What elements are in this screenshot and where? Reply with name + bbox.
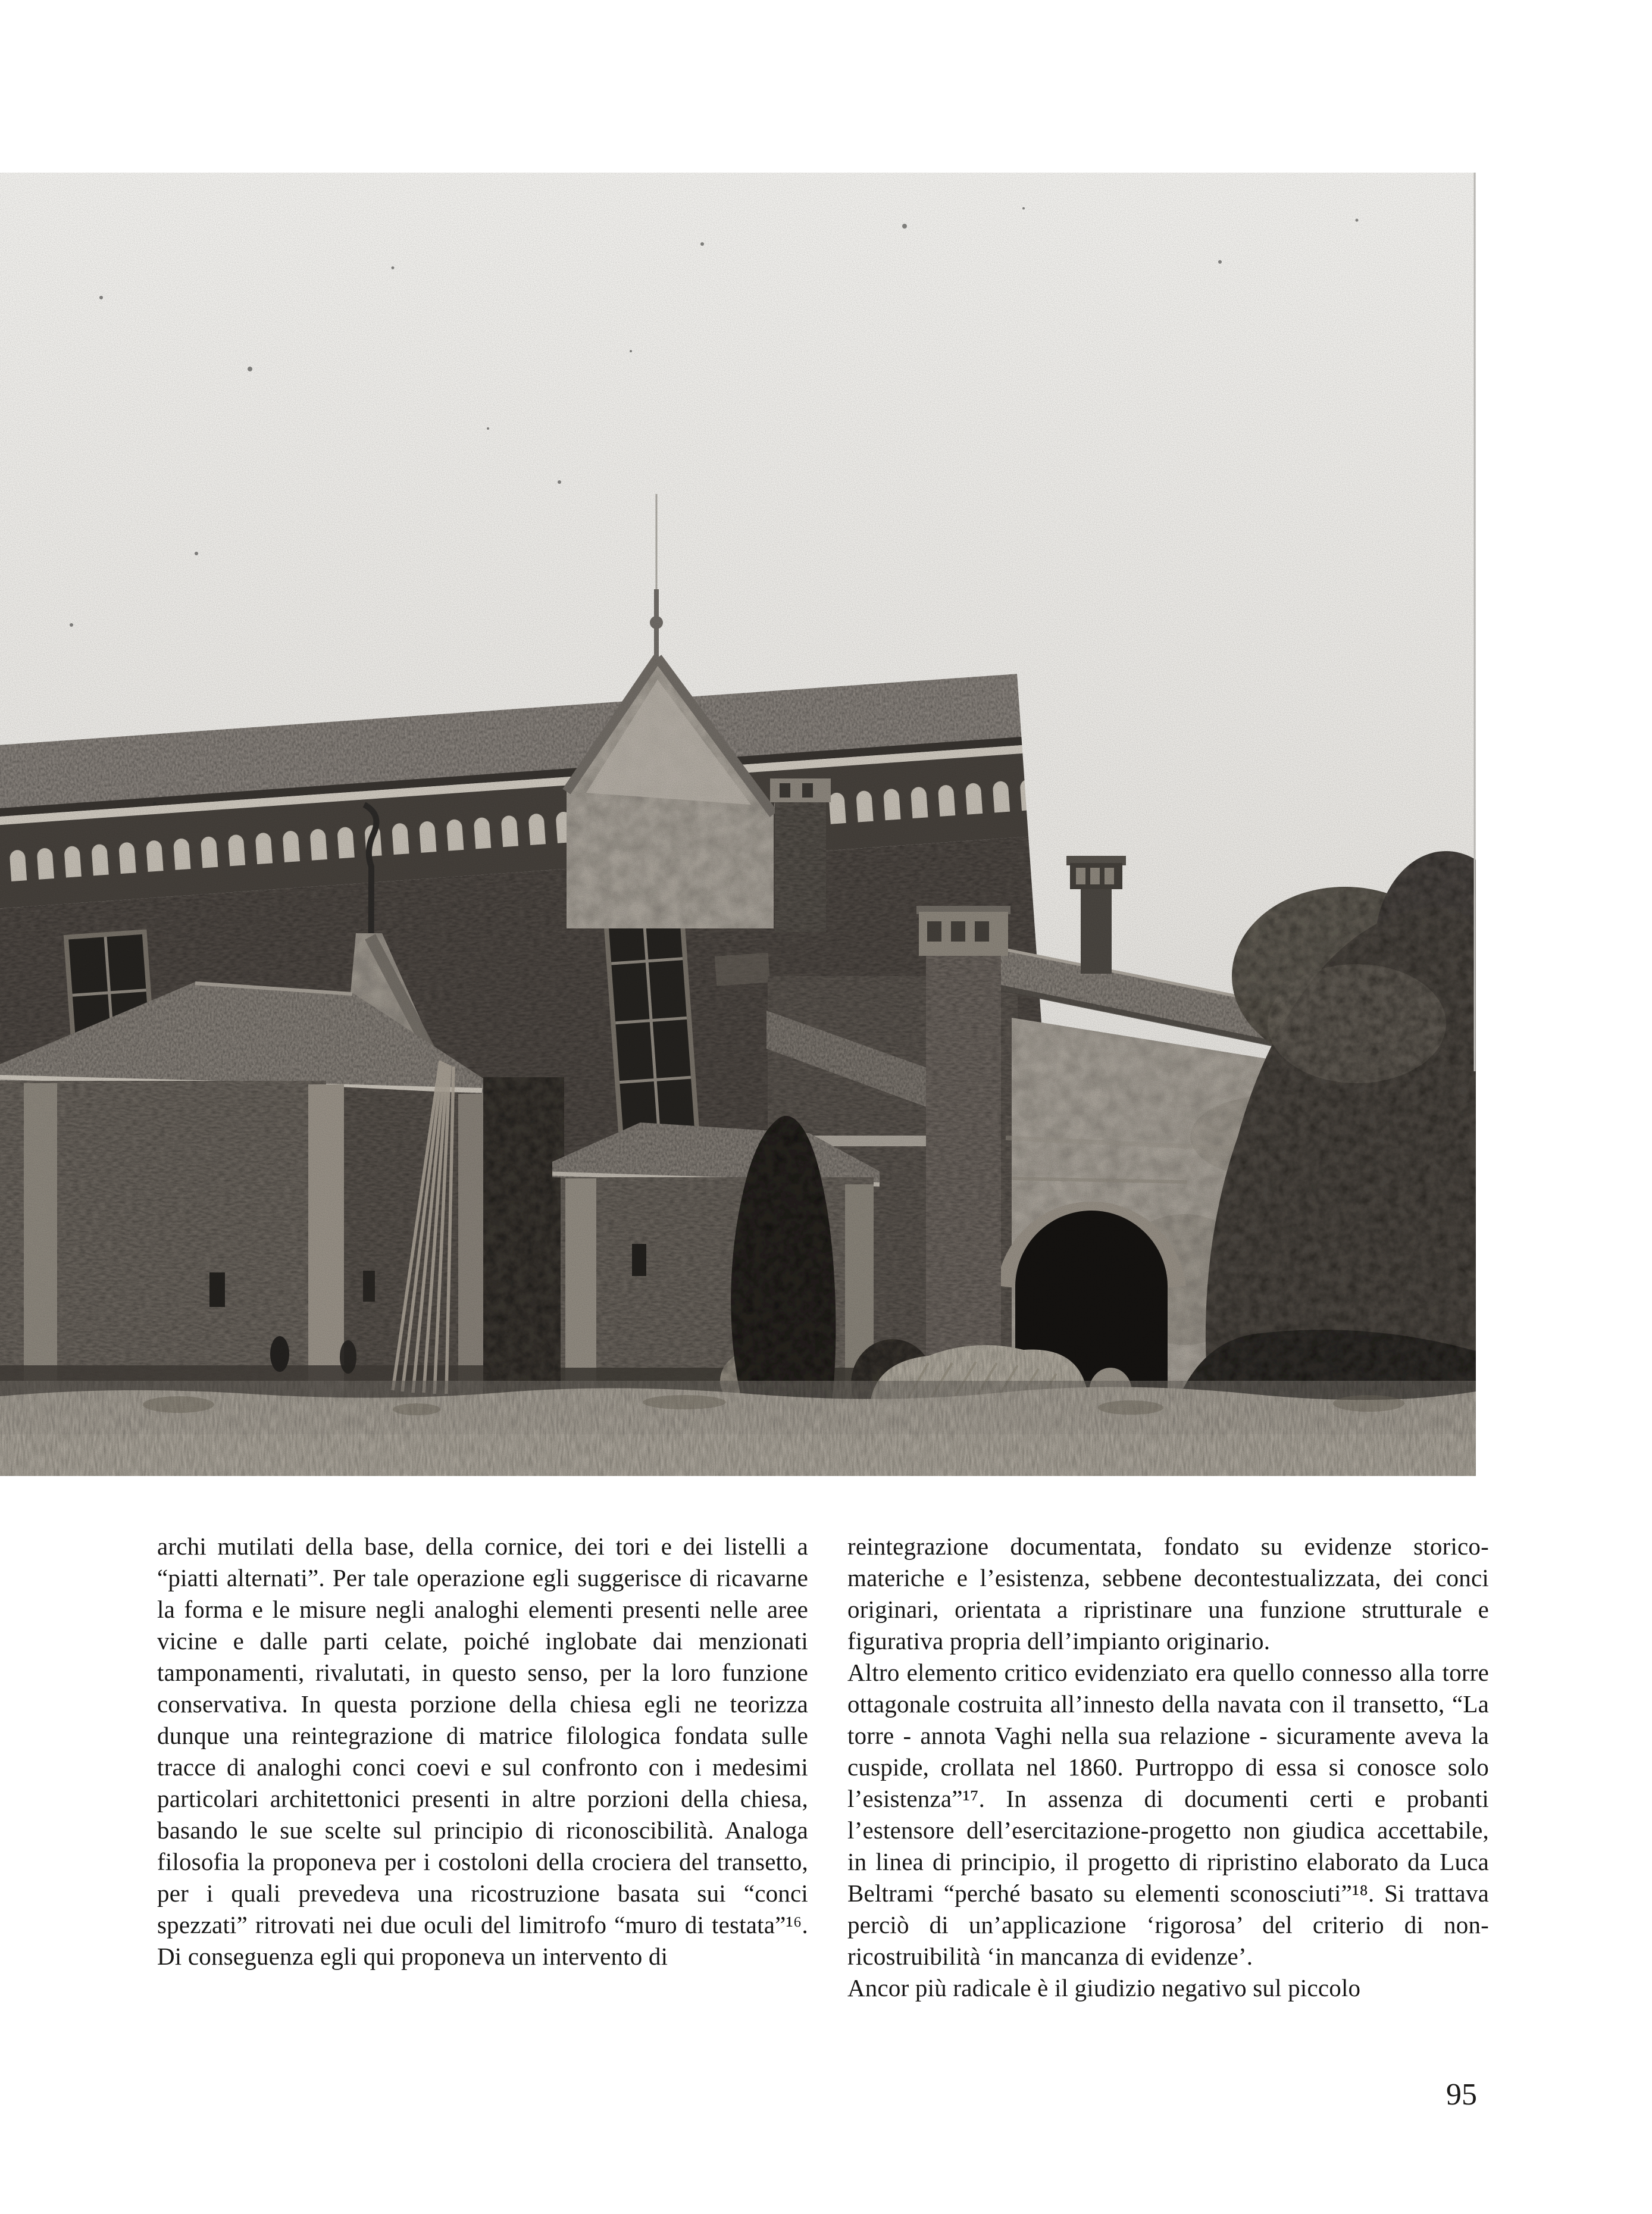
paragraph: archi mutilati della base, della cornice, dei tori e dei listelli a “piatti alternati”. Per tale operazione egli suggerisce di ricavarne la forma e le misure negli analoghi elementi presenti nelle aree vicine e dalle parti celate, poiché inglobate dai menzionati tamponamenti, rivalutati, in questo senso, per la loro funzione conservativa. In questa porzione della chiesa egli ne teorizza dunque una reintegrazione di matrice filologica fondata sulle tracce di analoghi conci coevi e sul confronto con i medesimi particolari architettonici presenti in altre porzioni della chiesa, basando le sue scelte sul principio di riconoscibilità. Analoga filosofia la proponeva per i costoloni della crociera del transetto, per i quali prevedeva una ricostruzione basata sui “conci spezzati” ritrovati nei due oculi del limitrofo “muro di testata”¹⁶. Di conseguenza egli qui proponeva un intervento di: [157, 1533, 808, 1970]
page-number: 95: [1446, 2078, 1477, 2112]
text-column-left: [157, 1531, 808, 1972]
paragraph: Altro elemento critico evidenziato era quello connesso alla torre ottagonale costruita all’innesto della navata con il transetto, “La torre - annota Vaghi nella sua relazione - sicuramente aveva la cuspide, crollata nel 1860. Purtroppo di essa si conosce solo l’esistenza”¹⁷. In assenza di documenti certi e probanti l’estensore dell’esercitazione-progetto non giudica accettabile, in linea di principio, il progetto di ripristino elaborato da Luca Beltrami “perché basato su elementi sconosciuti”¹⁸. Si trattava perciò di un’applicazione ‘rigorosa’ del criterio di non-ricostruibilità ‘in mancanza di evidenze’.: [847, 1659, 1489, 1970]
paragraph: reintegrazione documentata, fondato su evidenze storico-materiche e l’esistenza, sebbene decontestualizzata, dei conci originari, orientata a ripristinare una funzione strutturale e figurativa propria dell’impianto originario.: [847, 1533, 1489, 1655]
church-photograph: [0, 173, 1476, 1476]
photo-grain-overlay: [0, 173, 1476, 1476]
church-photograph-svg: [0, 173, 1476, 1476]
paragraph: Ancor più radicale è il giudizio negativo sul piccolo: [847, 1974, 1361, 2002]
text-column-right: [847, 1531, 1489, 2004]
